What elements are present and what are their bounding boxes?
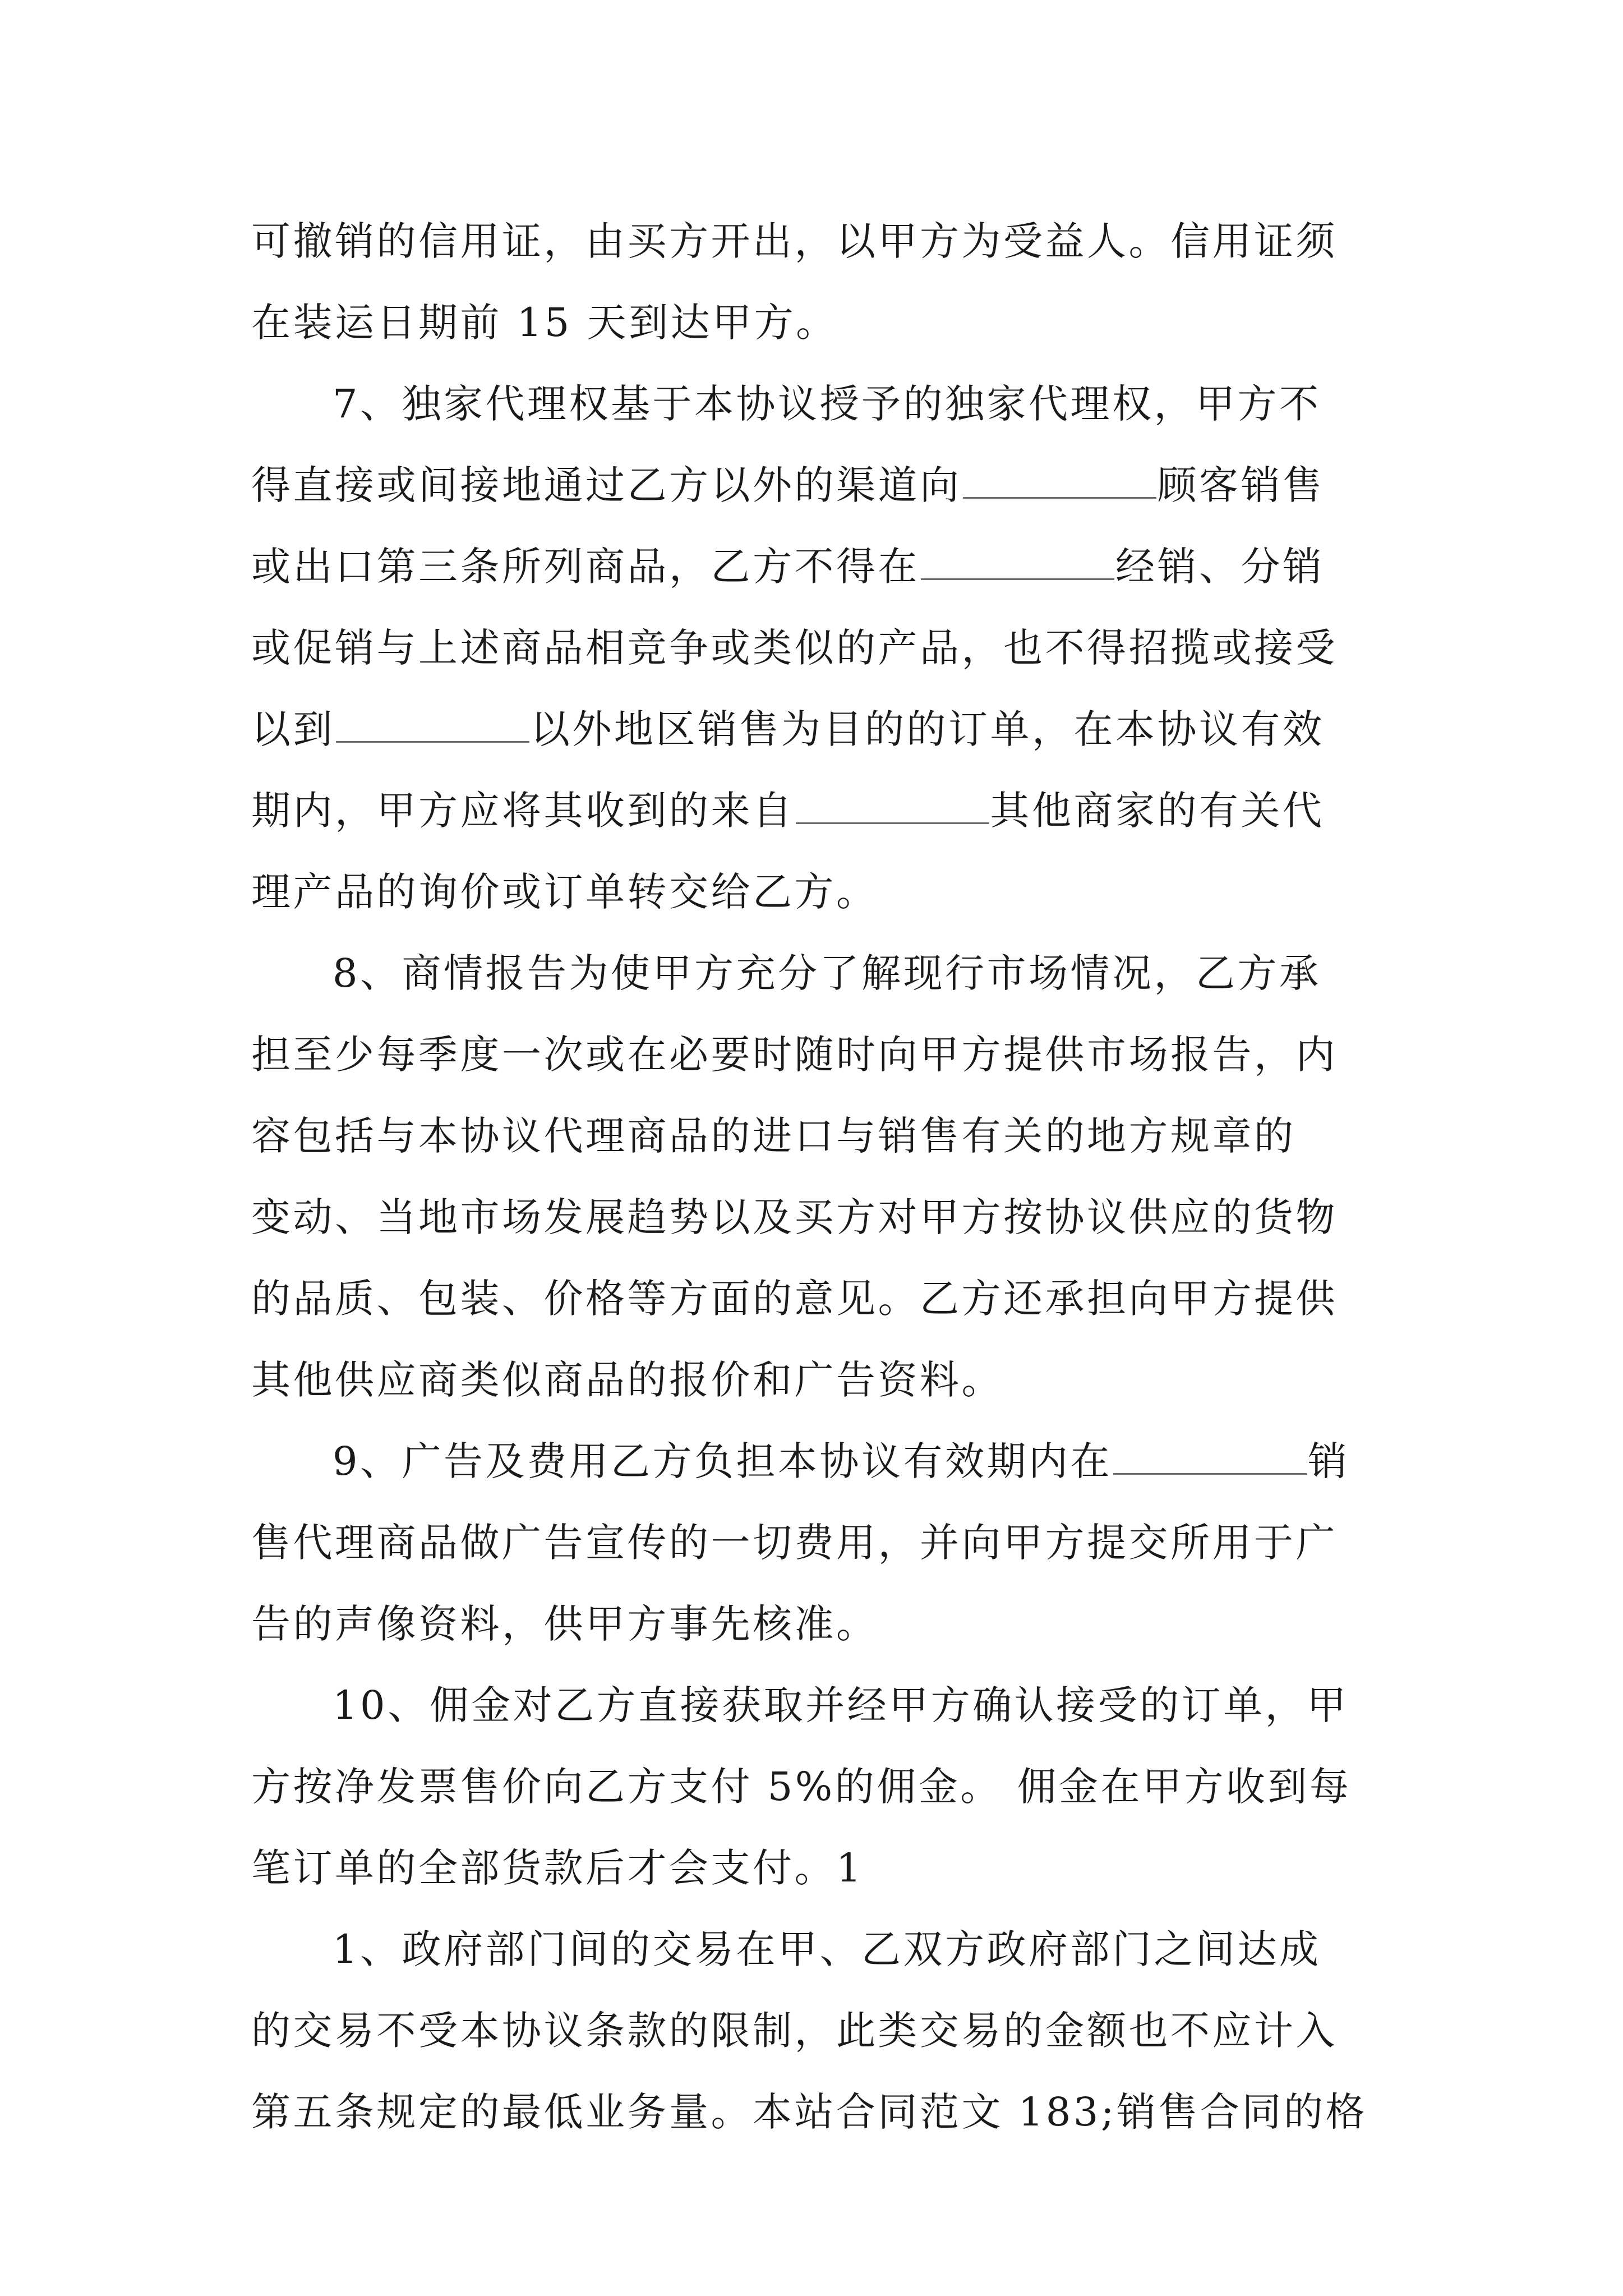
text-line	[251, 770, 1390, 852]
text-line: 告的声像资料，供甲方事先核准。	[251, 1601, 878, 1647]
text-line: 的品质、包装、价格等方面的意见。乙方还承担向甲方提供	[251, 1276, 1338, 1322]
text-line: 其他供应商类似商品的报价和广告资料。	[251, 1357, 1003, 1403]
text-line	[251, 689, 1390, 770]
clause-9-heading-line	[251, 1421, 1390, 1502]
text-line: 在装运日期前 15 天到达甲方。	[251, 300, 838, 346]
text-line: 或促销与上述商品相竞争或类似的产品，也不得招揽或接受	[251, 625, 1338, 671]
line-segment: 期内，甲方应将其收到的来自	[251, 788, 795, 834]
line-segment: 得直接或间接地通过乙方以外的渠道向	[251, 462, 962, 508]
fill-in-blank	[921, 578, 1114, 580]
line-segment: 以外地区销售为目的的订单，在本协议有效	[531, 706, 1325, 752]
clause-7-heading-line: 7、独家代理权基于本协议授予的独家代理权，甲方不	[333, 381, 1321, 427]
line-segment: 销	[1308, 1438, 1350, 1484]
text-line: 担至少每季度一次或在必要时随时向甲方提供市场报告，内	[251, 1032, 1338, 1078]
text-line: 方按净发票售价向乙方支付 5%的佣金。 佣金在甲方收到每	[251, 1764, 1352, 1810]
text-line: 售代理商品做广告宣传的一切费用，并向甲方提交所用于广	[251, 1520, 1338, 1566]
line-segment: 以到	[251, 706, 335, 752]
fill-in-blank	[796, 822, 989, 824]
text-line: 变动、当地市场发展趋势以及买方对甲方按协议供应的货物	[251, 1194, 1338, 1240]
contract-body	[251, 201, 1390, 2153]
line-segment: 顾客销售	[1157, 462, 1325, 508]
text-line	[251, 445, 1390, 526]
text-line: 可撤销的信用证，由买方开出，以甲方为受益人。信用证须	[251, 218, 1338, 264]
line-segment: 或出口第三条所列商品，乙方不得在	[251, 544, 920, 590]
text-line: 的交易不受本协议条款的限制，此类交易的金额也不应计入	[251, 2008, 1338, 2054]
text-line: 理产品的询价或订单转交给乙方。	[251, 869, 878, 915]
line-segment: 9、广告及费用乙方负担本协议有效期内在	[333, 1438, 1113, 1484]
line-segment: 经销、分销	[1115, 544, 1325, 590]
clause-10-heading-line: 10、佣金对乙方直接获取并经甲方确认接受的订单，甲	[333, 1682, 1349, 1728]
text-line	[251, 526, 1390, 608]
text-line: 第五条规定的最低业务量。本站合同范文 183;销售合同的格	[251, 2089, 1367, 2135]
clause-11-heading-line: 1、政府部门间的交易在甲、乙双方政府部门之间达成	[333, 1926, 1321, 1972]
text-line: 笔订单的全部货款后才会支付。1	[251, 1845, 864, 1891]
line-segment: 其他商家的有关代	[990, 788, 1325, 834]
fill-in-blank	[963, 496, 1156, 499]
clause-8-heading-line: 8、商情报告为使甲方充分了解现行市场情况，乙方承	[333, 950, 1321, 996]
text-line: 容包括与本协议代理商品的进口与销售有关的地方规章的	[251, 1113, 1296, 1159]
fill-in-blank	[336, 740, 529, 743]
fill-in-blank	[1113, 1473, 1307, 1475]
